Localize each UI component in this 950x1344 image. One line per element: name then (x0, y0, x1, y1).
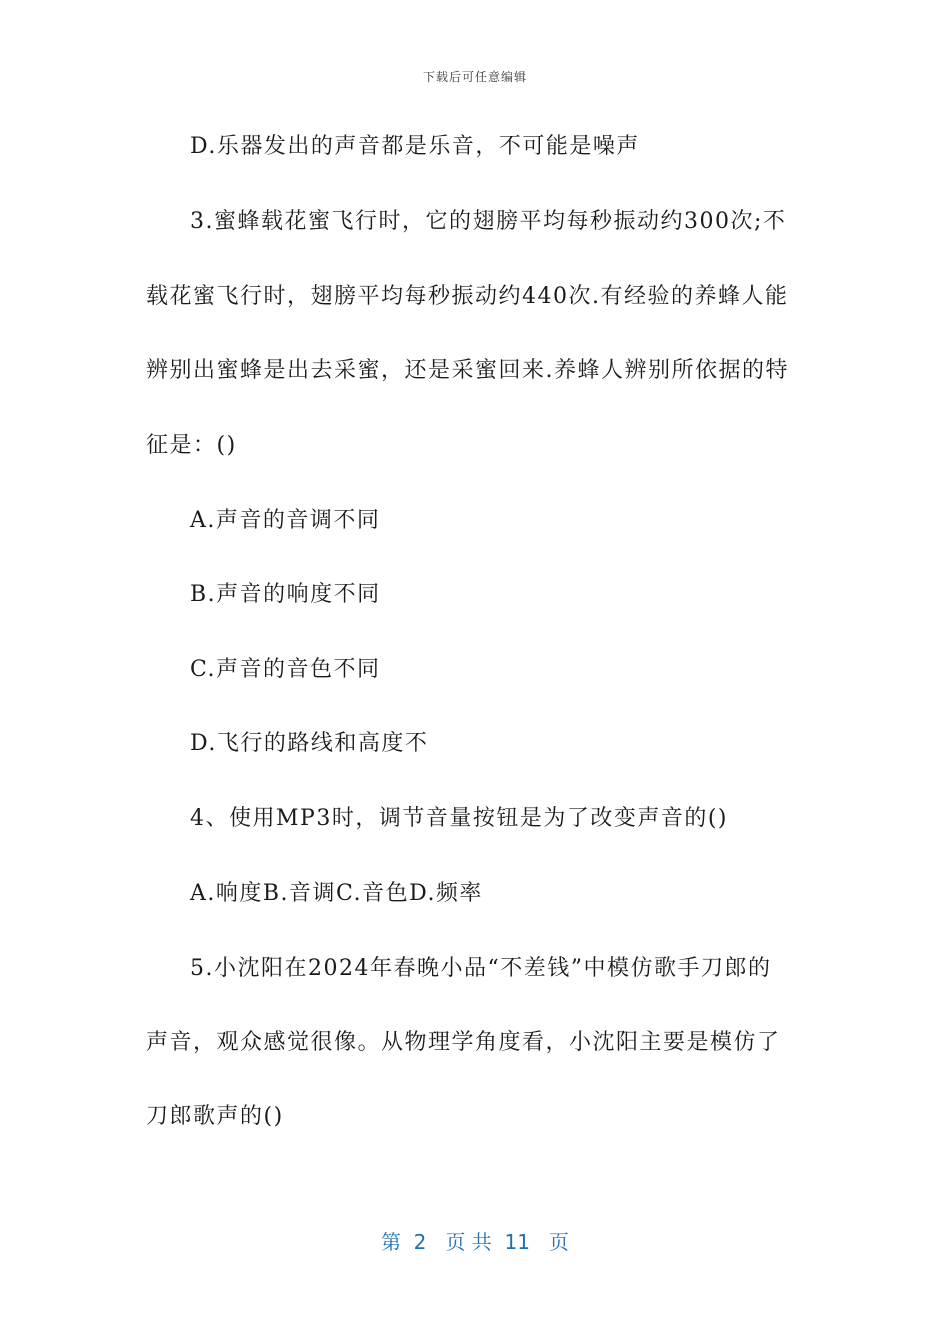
option-line: C.声音的音色不同 (190, 657, 381, 682)
option-line: B.声音的响度不同 (190, 582, 381, 607)
question-line: 3.蜜蜂载花蜜飞行时，它的翅膀平均每秒振动约300次;不 (190, 209, 787, 234)
question-line: 刀郎歌声的() (146, 1104, 284, 1129)
option-line: A.响度B.音调C.音色D.频率 (190, 881, 483, 906)
option-line: D.乐器发出的声音都是乐音，不可能是噪声 (190, 134, 640, 159)
question-line: 4、使用MP3时，调节音量按钮是为了改变声音的() (190, 806, 728, 831)
question-line: 辨别出蜜蜂是出去采蜜，还是采蜜回来.养蜂人辨别所依据的特 (146, 358, 789, 383)
page-number-footer: 第 2 页 共 11 页 (380, 1230, 570, 1254)
option-line: D.飞行的路线和高度不 (190, 731, 429, 756)
question-line: 征是：() (146, 433, 237, 458)
question-line: 5.小沈阳在2024年春晚小品“不差钱”中模仿歌手刀郎的 (190, 956, 772, 981)
option-line: A.声音的音调不同 (190, 508, 381, 533)
question-line: 声音，观众感觉很像。从物理学角度看，小沈阳主要是模仿了 (146, 1030, 781, 1055)
question-line: 载花蜜飞行时，翅膀平均每秒振动约440次.有经验的养蜂人能 (146, 284, 789, 309)
header-note: 下载后可任意编辑 (422, 70, 527, 84)
